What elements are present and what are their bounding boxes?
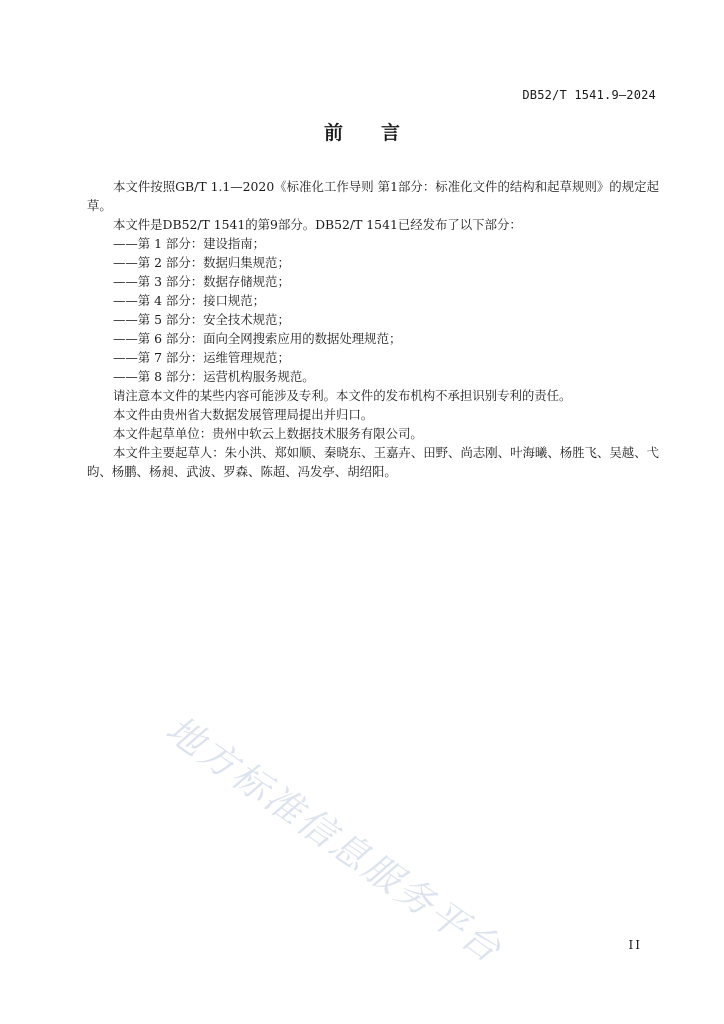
list-item: ——第 4 部分：接口规范；	[113, 293, 266, 308]
document-body	[87, 177, 659, 481]
list-item: ——第 7 部分：运维管理规范；	[113, 350, 290, 365]
paragraph-patent-notice: 请注意本文件的某些内容可能涉及专利。本文件的发布机构不承担识别专利的责任。	[113, 388, 572, 403]
list-item: ——第 6 部分：面向全网搜索应用的数据处理规范；	[113, 331, 402, 346]
document-code: DB52/T 1541.9—2024	[522, 88, 656, 102]
page-number: II	[628, 938, 642, 952]
list-item: ——第 1 部分：建设指南；	[113, 236, 266, 251]
list-item: ——第 5 部分：安全技术规范；	[113, 312, 290, 327]
page-title: 前言	[323, 122, 438, 144]
paragraph-drafters: 本文件主要起草人：朱小洪、郑如顺、秦晓东、王嘉卉、田野、尚志刚、叶海曦、杨胜飞、吴越、弋昀、杨鹏、杨昶、武波、罗森、陈超、冯发亭、胡绍阳。	[87, 445, 659, 479]
list-item: ——第 3 部分：数据存储规范；	[113, 274, 290, 289]
list-item: ——第 8 部分：运营机构服务规范。	[113, 369, 315, 384]
watermark: 地方标准信息服务平台	[158, 707, 511, 973]
list-item: ——第 2 部分：数据归集规范；	[113, 255, 290, 270]
paragraph-series-intro: 本文件是DB52/T 1541的第9部分。DB52/T 1541已经发布了以下部分：	[113, 217, 522, 232]
paragraph-drafting-unit: 本文件起草单位：贵州中软云上数据技术服务有限公司。	[113, 426, 423, 441]
paragraph-drafting-rule: 本文件按照GB/T 1.1—2020《标准化工作导则 第1部分：标准化文件的结构和起草规则》的规定起草。	[87, 179, 659, 213]
paragraph-proposer: 本文件由贵州省大数据发展管理局提出并归口。	[113, 407, 374, 422]
